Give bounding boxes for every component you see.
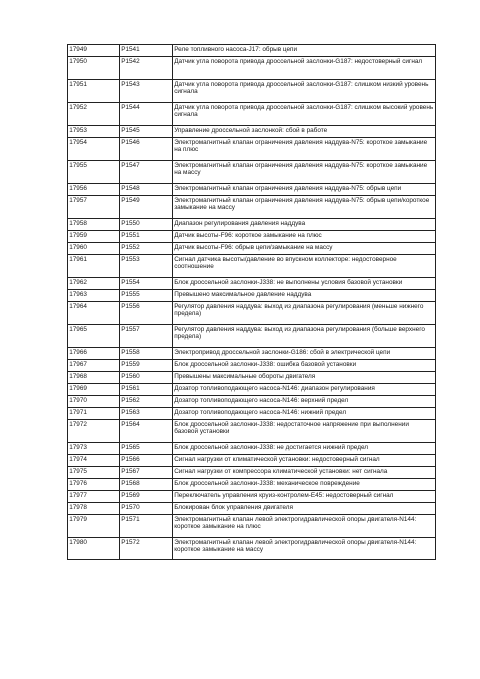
table-row [68,491,436,503]
fault-code-cell: 17963 [68,290,120,302]
table-row [68,455,436,467]
table-row [68,396,436,408]
fault-description-cell: Электромагнитный клапан ограничения давления наддува-N75: короткое замыкание на массу [173,161,436,184]
table-row [68,348,436,360]
table-row [68,408,436,420]
obd-code-cell: P1560 [120,372,173,384]
obd-code-cell: P1541 [120,45,173,57]
fault-code-cell: 17952 [68,103,120,126]
fault-description-cell: Дозатор топливоподающего насоса-N146: нижний предел [173,408,436,420]
fault-description-cell: Дозатор топливоподающего насоса-N146: верхний предел [173,396,436,408]
table-row [68,255,436,278]
table-row [68,420,436,443]
fault-code-cell: 17958 [68,219,120,231]
fault-code-cell: 17971 [68,408,120,420]
fault-description-cell: Электромагнитный клапан левой электрогидравлической опоры двигателя-N144: короткое замыкание на массу [173,538,436,560]
fault-description-cell: Датчик угла поворота привода дроссельной заслонки-G187: слишком высокий уровень сигнала [173,103,436,126]
table-row [68,138,436,161]
fault-description-cell: Датчик угла поворота привода дроссельной заслонки-G187: слишком низкий уровень сигнала [173,80,436,103]
fault-code-cell: 17951 [68,80,120,103]
fault-description-cell: Сигнал нагрузки от климатической установки: недостоверный сигнал [173,455,436,467]
obd-code-cell: P1559 [120,360,173,372]
table-row [68,243,436,255]
obd-code-cell: P1547 [120,161,173,184]
fault-code-cell: 17954 [68,138,120,161]
fault-description-cell: Превышены максимальные обороты двигателя [173,372,436,384]
fault-code-cell: 17978 [68,503,120,515]
fault-description-cell: Управление дроссельной заслонкой: сбой в работе [173,126,436,138]
fault-code-cell: 17957 [68,196,120,219]
fault-code-cell: 17959 [68,231,120,243]
obd-code-cell: P1567 [120,467,173,479]
table-row [68,515,436,538]
table-row [68,479,436,491]
obd-code-cell: P1563 [120,408,173,420]
table-row [68,538,436,560]
obd-code-cell: P1542 [120,57,173,80]
table-row [68,219,436,231]
obd-code-cell: P1545 [120,126,173,138]
table-row [68,302,436,325]
fault-description-cell: Регулятор давления наддува: выход из диапазона регулирования (больше верхнего предела) [173,325,436,348]
obd-code-cell: P1572 [120,538,173,560]
obd-code-cell: P1566 [120,455,173,467]
fault-code-cell: 17964 [68,302,120,325]
fault-code-cell: 17953 [68,126,120,138]
obd-code-cell: P1553 [120,255,173,278]
fault-description-cell: Переключатель управления круиз-контролем-E45: недостоверный сигнал [173,491,436,503]
fault-code-cell: 17973 [68,443,120,455]
table-row [68,103,436,126]
table-row [68,231,436,243]
fault-description-cell: Электромагнитный клапан ограничения давления наддува-N75: обрыв цепи [173,184,436,196]
fault-description-cell: Блок дроссельной заслонки-J338: недостаточное напряжение при выполнении базовой установки [173,420,436,443]
table-row [68,196,436,219]
table-row [68,443,436,455]
obd-code-cell: P1561 [120,384,173,396]
table-row [68,45,436,57]
fault-code-cell: 17980 [68,538,120,560]
fault-code-cell: 17968 [68,372,120,384]
table-row [68,360,436,372]
obd-code-cell: P1554 [120,278,173,290]
fault-code-cell: 17976 [68,479,120,491]
obd-code-cell: P1555 [120,290,173,302]
fault-description-cell: Электромагнитный клапан ограничения давления наддува-N75: обрыв цепи/короткое замыкание на массу [173,196,436,219]
obd-code-cell: P1568 [120,479,173,491]
obd-code-cell: P1550 [120,219,173,231]
fault-description-cell: Электромагнитный клапан ограничения давления наддува-N75: короткое замыкание на плюс [173,138,436,161]
obd-code-cell: P1556 [120,302,173,325]
obd-code-cell: P1548 [120,184,173,196]
fault-code-cell: 17966 [68,348,120,360]
fault-description-cell: Блок дроссельной заслонки-J338: не достигается нижний предел [173,443,436,455]
fault-code-cell: 17969 [68,384,120,396]
obd-code-cell: P1565 [120,443,173,455]
fault-code-cell: 17965 [68,325,120,348]
obd-code-cell: P1558 [120,348,173,360]
fault-code-cell: 17977 [68,491,120,503]
fault-description-cell: Блок дроссельной заслонки-J338: механическое повреждение [173,479,436,491]
fault-description-cell: Диапазон регулирования давления наддува [173,219,436,231]
fault-code-cell: 17949 [68,45,120,57]
table-row [68,290,436,302]
fault-code-cell: 17979 [68,515,120,538]
fault-description-cell: Дозатор топливоподающего насоса-N146: диапазон регулирования [173,384,436,396]
fault-code-table [67,44,436,560]
fault-code-cell: 17970 [68,396,120,408]
table-row [68,126,436,138]
fault-description-cell: Регулятор давления наддува: выход из диапазона регулирования (меньше нижнего предела) [173,302,436,325]
fault-code-cell: 17972 [68,420,120,443]
fault-code-cell: 17960 [68,243,120,255]
table-row [68,467,436,479]
fault-code-cell: 17956 [68,184,120,196]
fault-code-cell: 17967 [68,360,120,372]
fault-description-cell: Превышено максимальное давление наддува [173,290,436,302]
fault-description-cell: Электромагнитный клапан левой электрогидравлической опоры двигателя-N144: короткое замыкание на плюс [173,515,436,538]
table-row [68,184,436,196]
fault-description-cell: Сигнал нагрузки от компрессора климатической установки: нет сигнала [173,467,436,479]
fault-code-cell: 17962 [68,278,120,290]
obd-code-cell: P1544 [120,103,173,126]
fault-description-cell: Электропривод дроссельной заслонки-G186: сбой в электрической цепи [173,348,436,360]
fault-description-cell: Датчик угла поворота привода дроссельной заслонки-G187: недостоверный сигнал [173,57,436,80]
obd-code-cell: P1570 [120,503,173,515]
fault-code-cell: 17974 [68,455,120,467]
fault-code-cell: 17961 [68,255,120,278]
fault-code-cell: 17955 [68,161,120,184]
obd-code-cell: P1551 [120,231,173,243]
table-row [68,384,436,396]
fault-description-cell: Блок дроссельной заслонки-J338: не выполнены условия базовой установки [173,278,436,290]
obd-code-cell: P1571 [120,515,173,538]
obd-code-cell: P1549 [120,196,173,219]
table-row [68,325,436,348]
table-row [68,372,436,384]
obd-code-cell: P1557 [120,325,173,348]
fault-description-cell: Датчик высоты-F96: короткое замыкание на плюс [173,231,436,243]
fault-description-cell: Сигнал датчика высоты/давление во впускном коллекторе: недостоверное соотношение [173,255,436,278]
obd-code-cell: P1569 [120,491,173,503]
table-row [68,57,436,80]
obd-code-cell: P1564 [120,420,173,443]
fault-description-cell: Датчик высоты-F96: обрыв цепи/замыкание на массу [173,243,436,255]
fault-code-cell: 17950 [68,57,120,80]
table-row [68,161,436,184]
obd-code-cell: P1546 [120,138,173,161]
fault-code-cell: 17975 [68,467,120,479]
fault-description-cell: Реле топливного насоса-J17: обрыв цепи [173,45,436,57]
fault-code-table-body [68,45,436,560]
fault-description-cell: Блокирован блок управления двигателя [173,503,436,515]
table-row [68,278,436,290]
obd-code-cell: P1562 [120,396,173,408]
table-row [68,503,436,515]
table-row [68,80,436,103]
obd-code-cell: P1552 [120,243,173,255]
obd-code-cell: P1543 [120,80,173,103]
fault-description-cell: Блок дроссельной заслонки-J338: ошибка базовой установки [173,360,436,372]
